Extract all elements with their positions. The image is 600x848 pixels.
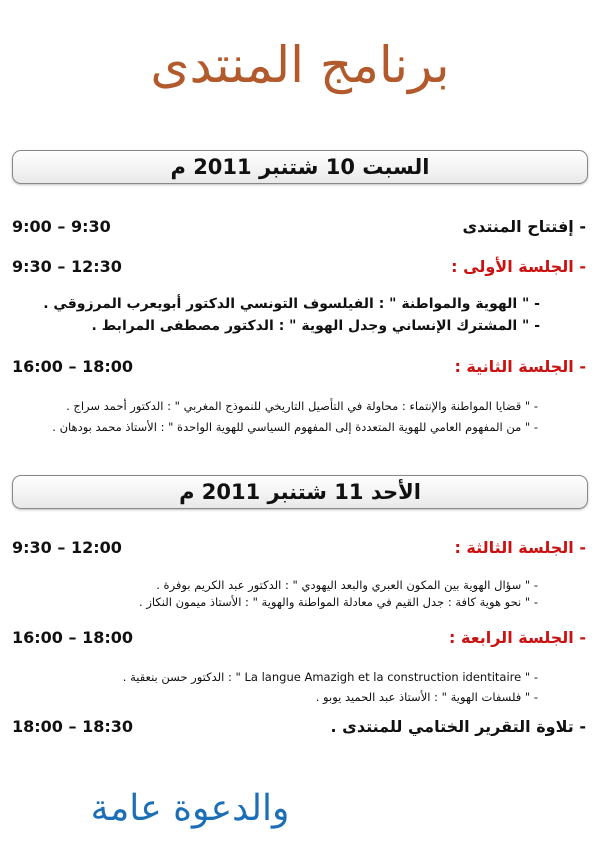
session4-talk: - " La langue Amazigh et la construction identitaire " : الدكتور حسن بنعقية .: [122, 670, 538, 684]
session1-row: [12, 257, 586, 281]
session4-row: [12, 628, 586, 652]
session2-talk: - " قضايا المواطنة والإنتماء : محاولة في التأصيل التاريخي للنموذج المغربي " : الدكتور أحمد سراج .: [66, 399, 538, 413]
day2-header: الأحد 11 شتنبر 2011 م: [12, 475, 588, 509]
page-title: برنامج المنتدى: [150, 36, 450, 94]
session4-label: - الجلسة الرابعة :: [449, 628, 586, 647]
invitation-footer: والدعوة عامة: [90, 788, 290, 829]
day1-header: السبت 10 شتنبر 2011 م: [12, 150, 588, 184]
session3-time: 9:30 – 12:00: [12, 538, 122, 557]
session1-time: 9:30 – 12:30: [12, 257, 122, 276]
session2-row: [12, 357, 586, 381]
closing-report-row: [12, 717, 586, 741]
session1-talk: - " الهوية والمواطنة " : الفيلسوف التونسي الدكتور أبويعرب المرزوقي .: [43, 296, 540, 312]
session4-time: 16:00 – 18:00: [12, 628, 133, 647]
session2-label: - الجلسة الثانية :: [454, 357, 586, 376]
session3-talk: - " سؤال الهوية بين المكون العبري والبعد اليهودي " : الدكتور عبد الكريم بوفرة .: [156, 578, 538, 592]
session1-talk: - " المشترك الإنساني وجدل الهوية " : الدكتور مصطفى المرابط .: [91, 318, 540, 334]
session2-talk: - " من المفهوم العامي للهوية المتعددة إلى المفهوم السياسي للهوية الواحدة " : الأستاذ محمد بودهان .: [52, 420, 538, 434]
session2-time: 16:00 – 18:00: [12, 357, 133, 376]
session4-talk: - " فلسفات الهوية " : الأستاذ عبد الحميد يوبو .: [315, 690, 538, 704]
session3-label: - الجلسة الثالثة :: [454, 538, 586, 557]
opening-row: [12, 217, 586, 241]
closing-report-label: - تلاوة التقرير الختامي للمنتدى .: [330, 717, 586, 736]
session1-label: - الجلسة الأولى :: [451, 257, 586, 276]
opening-label: - إفتتاح المنتدى: [462, 217, 586, 236]
session3-row: [12, 538, 586, 562]
session3-talk: - " نحو هوية كافة : جدل القيم في معادلة المواطنة والهوية " : الأستاذ ميمون النكاز .: [139, 595, 538, 609]
opening-time: 9:00 – 9:30: [12, 217, 111, 236]
closing-report-time: 18:00 – 18:30: [12, 717, 133, 736]
